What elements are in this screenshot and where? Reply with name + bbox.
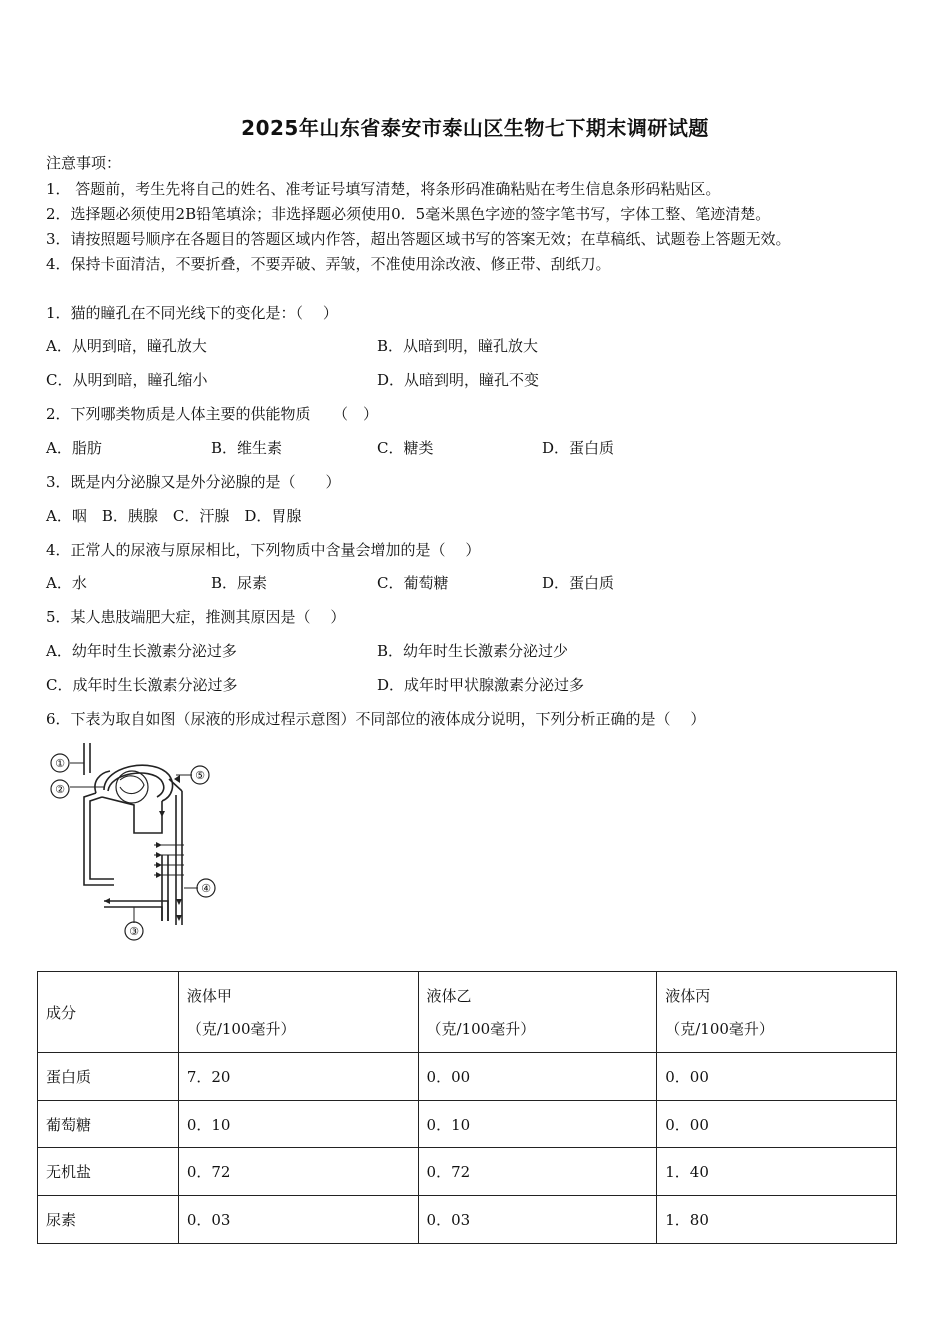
option: A．从明到暗，瞳孔放大 — [46, 337, 207, 355]
table-row — [38, 1053, 897, 1101]
table-cell: 0．03 — [418, 1196, 657, 1244]
option: D．蛋白质 — [542, 574, 615, 592]
option: D．蛋白质 — [542, 439, 615, 457]
table-cell: 0．00 — [657, 1101, 897, 1148]
table-header-unit: （克/100毫升） — [426, 1020, 536, 1038]
table-cell: 0．03 — [178, 1196, 418, 1244]
table-header-label: 液体丙 — [665, 987, 711, 1005]
table-cell: 0．72 — [178, 1148, 418, 1196]
table-row — [38, 1148, 897, 1196]
option: D．成年时甲状腺激素分泌过多 — [377, 676, 585, 694]
diagram-label-2: ② — [55, 783, 65, 796]
question-stem: 3．既是内分泌腺又是外分泌腺的是（ ） — [46, 473, 341, 491]
table-cell: 尿素 — [38, 1196, 179, 1244]
table-header-cell — [418, 972, 657, 1053]
table-header-unit: （克/100毫升） — [186, 1020, 296, 1038]
option: A．水 — [46, 574, 87, 592]
table-cell: 0．00 — [418, 1053, 657, 1101]
table-cell: 1．80 — [657, 1196, 897, 1244]
table-header-cell — [178, 972, 418, 1053]
table-header-row — [38, 972, 897, 1053]
notes-item: 3．请按照题号顺序在各题目的答题区域内作答，超出答题区域书写的答案无效；在草稿纸、试题卷上答题无效。 — [46, 230, 791, 248]
diagram-label-3: ③ — [129, 925, 139, 938]
table-header-label: 液体甲 — [186, 987, 232, 1005]
table-cell: 0．00 — [657, 1053, 897, 1101]
table-cell: 葡萄糖 — [38, 1101, 179, 1148]
notes-item: 1． 答题前，考生先将自己的姓名、准考证号填写清楚，将条形码准确粘贴在考生信息条形码粘贴区。 — [46, 180, 721, 198]
diagram-label-4: ④ — [201, 882, 211, 895]
table-row — [38, 1101, 897, 1148]
option: A．幼年时生长激素分泌过多 — [46, 642, 237, 660]
option: C．成年时生长激素分泌过多 — [46, 676, 238, 694]
notes-heading: 注意事项： — [46, 154, 122, 172]
table-cell: 蛋白质 — [38, 1053, 179, 1101]
question-stem: 2．下列哪类物质是人体主要的供能物质 （ ） — [46, 405, 379, 423]
option: B．尿素 — [211, 574, 268, 592]
option: D．从暗到明，瞳孔不变 — [377, 371, 540, 389]
question-stem: 5．某人患肢端肥大症，推测其原因是（ ） — [46, 608, 346, 626]
table-row — [38, 1196, 897, 1244]
option: B．幼年时生长激素分泌过少 — [377, 642, 569, 660]
option: C．从明到暗，瞳孔缩小 — [46, 371, 208, 389]
table-header-cell — [657, 972, 897, 1053]
table-header-cell: 成分 — [38, 972, 179, 1053]
diagram-label-5: ⑤ — [195, 769, 205, 782]
notes-item: 2．选择题必须使用2B铅笔填涂；非选择题必须使用0．5毫米黑色字迹的签字笔书写，字体工整、笔迹清楚。 — [46, 205, 771, 223]
option: C．糖类 — [377, 439, 434, 457]
option: A．脂肪 — [46, 439, 102, 457]
table-cell: 0．10 — [178, 1101, 418, 1148]
composition-table — [37, 971, 897, 1244]
table-header-unit: （克/100毫升） — [665, 1020, 774, 1038]
table-cell: 1．40 — [657, 1148, 897, 1196]
nephron-diagram — [44, 735, 224, 945]
question-stem: 1．猫的瞳孔在不同光线下的变化是：（ ） — [46, 304, 338, 322]
option: C．葡萄糖 — [377, 574, 449, 592]
page-title: 2025年山东省泰安市泰山区生物七下期末调研试题 — [241, 116, 709, 140]
option-row: A．咽 B．胰腺 C．汗腺 D．胃腺 — [46, 507, 302, 525]
option: B．从暗到明，瞳孔放大 — [377, 337, 539, 355]
question-stem: 4．正常人的尿液与原尿相比，下列物质中含量会增加的是（ ） — [46, 541, 481, 559]
diagram-label-1: ① — [55, 757, 65, 770]
notes-item: 4．保持卡面清洁，不要折叠，不要弄破、弄皱，不准使用涂改液、修正带、刮纸刀。 — [46, 255, 611, 273]
option: B．维生素 — [211, 439, 283, 457]
table-cell: 0．10 — [418, 1101, 657, 1148]
table-header-label: 液体乙 — [426, 987, 472, 1005]
table-cell: 无机盐 — [38, 1148, 179, 1196]
table-cell: 0．72 — [418, 1148, 657, 1196]
table-cell: 7．20 — [178, 1053, 418, 1101]
question-stem: 6．下表为取自如图（尿液的形成过程示意图）不同部位的液体成分说明，下列分析正确的是（ ） — [46, 710, 706, 728]
